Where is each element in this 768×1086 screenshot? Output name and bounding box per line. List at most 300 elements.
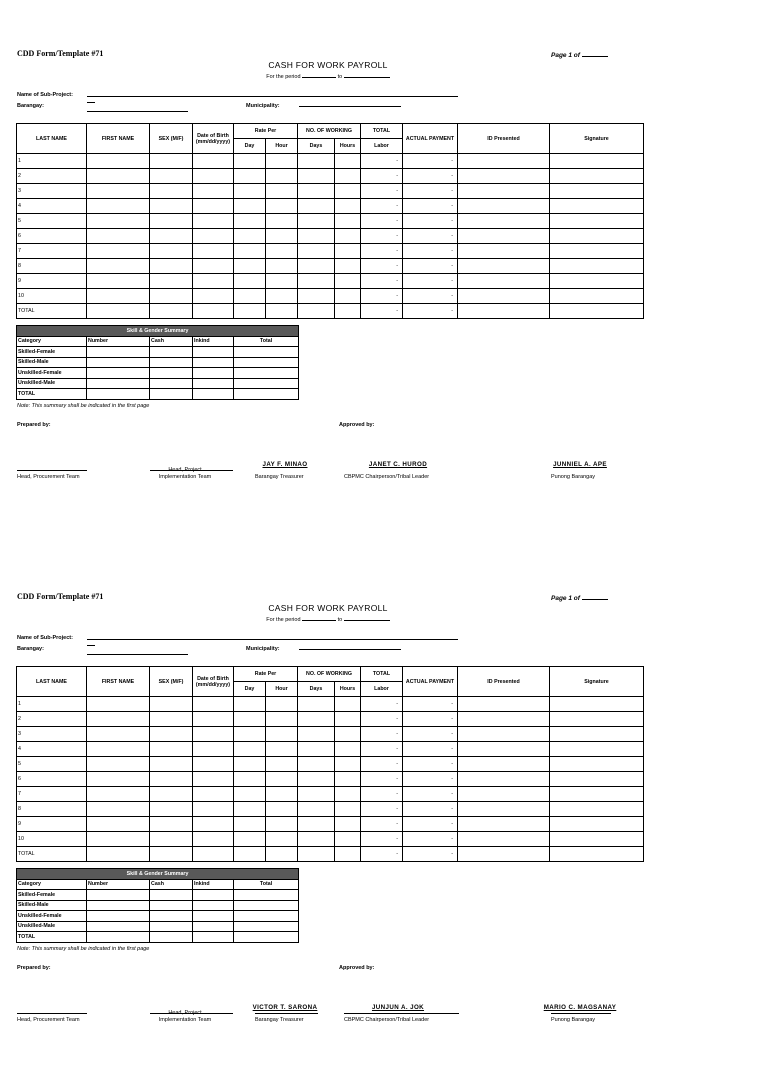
table-cell[interactable] [458, 154, 550, 169]
table-cell[interactable] [335, 259, 361, 274]
table-cell[interactable] [298, 199, 335, 214]
summary-cell[interactable] [87, 921, 150, 932]
actual-payment-cell[interactable]: - [403, 169, 458, 184]
table-cell[interactable] [550, 727, 644, 742]
table-cell[interactable] [193, 742, 234, 757]
table-cell[interactable] [150, 229, 193, 244]
table-cell[interactable] [87, 259, 150, 274]
actual-payment-cell[interactable]: - [403, 154, 458, 169]
table-cell[interactable] [193, 817, 234, 832]
summary-cell[interactable] [234, 368, 299, 379]
table-cell[interactable] [193, 304, 234, 319]
table-cell[interactable] [234, 304, 266, 319]
table-cell[interactable] [193, 787, 234, 802]
table-cell[interactable] [266, 169, 298, 184]
summary-cell[interactable] [193, 932, 234, 943]
table-cell[interactable] [193, 802, 234, 817]
table-cell[interactable] [266, 244, 298, 259]
actual-payment-cell[interactable]: - [403, 199, 458, 214]
table-cell[interactable] [266, 817, 298, 832]
summary-cell[interactable] [193, 378, 234, 389]
table-cell[interactable] [87, 847, 150, 862]
table-cell[interactable] [150, 169, 193, 184]
table-cell[interactable] [234, 214, 266, 229]
table-cell[interactable] [266, 727, 298, 742]
table-cell[interactable] [335, 229, 361, 244]
table-cell[interactable] [150, 817, 193, 832]
table-cell[interactable] [550, 169, 644, 184]
summary-cell[interactable] [234, 378, 299, 389]
total-labor-cell[interactable]: - [361, 697, 403, 712]
table-cell[interactable] [193, 772, 234, 787]
table-cell[interactable] [266, 787, 298, 802]
summary-cell[interactable] [234, 347, 299, 358]
table-cell[interactable] [298, 169, 335, 184]
table-cell[interactable] [266, 304, 298, 319]
summary-cell[interactable] [234, 890, 299, 901]
table-cell[interactable] [87, 304, 150, 319]
table-cell[interactable] [458, 772, 550, 787]
table-cell[interactable] [298, 154, 335, 169]
table-cell[interactable] [335, 697, 361, 712]
actual-payment-cell[interactable]: - [403, 847, 458, 862]
signature-line[interactable] [551, 1013, 611, 1014]
table-cell[interactable] [150, 772, 193, 787]
table-cell[interactable] [266, 154, 298, 169]
table-cell[interactable] [335, 244, 361, 259]
table-cell[interactable] [298, 817, 335, 832]
table-cell[interactable] [266, 229, 298, 244]
summary-cell[interactable] [193, 368, 234, 379]
table-cell[interactable] [458, 199, 550, 214]
table-cell[interactable] [234, 229, 266, 244]
table-cell[interactable] [150, 154, 193, 169]
table-cell[interactable] [298, 304, 335, 319]
table-cell[interactable] [335, 154, 361, 169]
summary-cell[interactable] [150, 389, 193, 400]
table-cell[interactable] [234, 847, 266, 862]
table-cell[interactable] [266, 757, 298, 772]
table-cell[interactable] [335, 289, 361, 304]
table-cell[interactable] [550, 304, 644, 319]
table-cell[interactable] [87, 727, 150, 742]
total-labor-cell[interactable]: - [361, 832, 403, 847]
table-cell[interactable] [87, 289, 150, 304]
table-cell[interactable] [298, 274, 335, 289]
table-cell[interactable] [550, 817, 644, 832]
table-cell[interactable] [234, 169, 266, 184]
summary-cell[interactable] [150, 368, 193, 379]
signature-line[interactable] [17, 1013, 87, 1014]
table-cell[interactable] [234, 742, 266, 757]
table-cell[interactable] [234, 712, 266, 727]
table-cell[interactable] [550, 259, 644, 274]
summary-cell[interactable] [193, 890, 234, 901]
table-cell[interactable] [298, 757, 335, 772]
period-from-field[interactable] [302, 72, 336, 78]
table-cell[interactable] [298, 229, 335, 244]
total-labor-cell[interactable]: - [361, 244, 403, 259]
table-cell[interactable] [234, 802, 266, 817]
barangay-field[interactable] [87, 111, 188, 112]
table-cell[interactable] [550, 274, 644, 289]
table-cell[interactable] [150, 847, 193, 862]
table-cell[interactable] [87, 817, 150, 832]
actual-payment-cell[interactable]: - [403, 214, 458, 229]
table-cell[interactable] [150, 727, 193, 742]
table-cell[interactable] [150, 289, 193, 304]
table-cell[interactable] [193, 274, 234, 289]
table-cell[interactable] [266, 847, 298, 862]
table-cell[interactable] [298, 712, 335, 727]
table-cell[interactable] [266, 199, 298, 214]
table-cell[interactable] [150, 697, 193, 712]
table-cell[interactable] [298, 742, 335, 757]
table-cell[interactable] [234, 772, 266, 787]
table-cell[interactable] [87, 214, 150, 229]
table-cell[interactable] [458, 259, 550, 274]
table-cell[interactable] [266, 802, 298, 817]
table-cell[interactable] [150, 244, 193, 259]
table-cell[interactable] [150, 742, 193, 757]
table-cell[interactable] [335, 199, 361, 214]
actual-payment-cell[interactable]: - [403, 304, 458, 319]
table-cell[interactable] [298, 832, 335, 847]
table-cell[interactable] [458, 214, 550, 229]
table-cell[interactable] [298, 244, 335, 259]
summary-cell[interactable] [87, 911, 150, 922]
table-cell[interactable] [458, 697, 550, 712]
summary-cell[interactable] [193, 357, 234, 368]
summary-cell[interactable] [87, 932, 150, 943]
table-cell[interactable] [335, 757, 361, 772]
summary-cell[interactable] [87, 900, 150, 911]
summary-cell[interactable] [150, 900, 193, 911]
table-cell[interactable] [335, 787, 361, 802]
table-cell[interactable] [298, 847, 335, 862]
table-cell[interactable] [193, 184, 234, 199]
summary-cell[interactable] [234, 932, 299, 943]
table-cell[interactable] [458, 847, 550, 862]
table-cell[interactable] [87, 184, 150, 199]
table-cell[interactable] [335, 802, 361, 817]
table-cell[interactable] [550, 154, 644, 169]
total-labor-cell[interactable]: - [361, 847, 403, 862]
table-cell[interactable] [150, 259, 193, 274]
total-labor-cell[interactable]: - [361, 802, 403, 817]
table-cell[interactable] [150, 274, 193, 289]
total-labor-cell[interactable]: - [361, 727, 403, 742]
table-cell[interactable] [550, 289, 644, 304]
table-cell[interactable] [87, 697, 150, 712]
total-labor-cell[interactable]: - [361, 742, 403, 757]
table-cell[interactable] [266, 289, 298, 304]
summary-cell[interactable] [150, 921, 193, 932]
table-cell[interactable] [87, 772, 150, 787]
summary-cell[interactable] [150, 347, 193, 358]
table-cell[interactable] [150, 184, 193, 199]
table-cell[interactable] [193, 214, 234, 229]
table-cell[interactable] [150, 304, 193, 319]
table-cell[interactable] [87, 832, 150, 847]
table-row [17, 304, 644, 319]
table-cell[interactable] [234, 832, 266, 847]
table-cell[interactable] [234, 244, 266, 259]
table-cell[interactable] [298, 787, 335, 802]
table-cell[interactable] [550, 772, 644, 787]
table-cell[interactable] [550, 757, 644, 772]
summary-cell[interactable] [234, 900, 299, 911]
table-cell[interactable] [87, 742, 150, 757]
actual-payment-cell[interactable]: - [403, 229, 458, 244]
total-labor-cell[interactable]: - [361, 184, 403, 199]
table-cell[interactable] [266, 772, 298, 787]
table-cell[interactable] [234, 697, 266, 712]
table-cell[interactable] [87, 199, 150, 214]
summary-cell[interactable] [150, 890, 193, 901]
actual-payment-cell[interactable]: - [403, 727, 458, 742]
table-cell[interactable] [87, 154, 150, 169]
table-cell[interactable] [298, 259, 335, 274]
table-cell[interactable] [458, 742, 550, 757]
summary-cell[interactable] [150, 378, 193, 389]
actual-payment-cell[interactable]: - [403, 274, 458, 289]
total-labor-cell[interactable]: - [361, 154, 403, 169]
table-cell[interactable] [193, 229, 234, 244]
subproject-field[interactable] [87, 639, 458, 640]
actual-payment-cell[interactable]: - [403, 772, 458, 787]
summary-cell[interactable] [193, 389, 234, 400]
table-cell[interactable] [234, 787, 266, 802]
table-cell[interactable] [335, 214, 361, 229]
summary-cell[interactable] [87, 357, 150, 368]
total-labor-cell[interactable]: - [361, 787, 403, 802]
table-cell[interactable] [87, 229, 150, 244]
summary-cell[interactable] [87, 389, 150, 400]
table-cell[interactable] [550, 229, 644, 244]
table-cell[interactable] [458, 169, 550, 184]
barangay-field[interactable] [87, 654, 188, 655]
table-cell[interactable] [193, 259, 234, 274]
summary-cell[interactable] [193, 921, 234, 932]
table-cell[interactable] [298, 289, 335, 304]
summary-cell[interactable] [150, 357, 193, 368]
table-cell[interactable] [458, 289, 550, 304]
actual-payment-cell[interactable]: - [403, 832, 458, 847]
summary-cell[interactable] [87, 378, 150, 389]
total-labor-cell[interactable]: - [361, 817, 403, 832]
table-cell[interactable] [550, 847, 644, 862]
total-labor-cell[interactable]: - [361, 259, 403, 274]
table-cell[interactable] [298, 727, 335, 742]
table-cell[interactable] [298, 697, 335, 712]
table-cell[interactable] [150, 802, 193, 817]
table-cell[interactable] [234, 727, 266, 742]
table-cell[interactable] [550, 832, 644, 847]
table-cell[interactable] [335, 742, 361, 757]
table-cell[interactable] [458, 712, 550, 727]
table-cell[interactable] [458, 757, 550, 772]
signature-line[interactable] [255, 1013, 318, 1014]
subproject-field-continuation[interactable] [87, 645, 95, 646]
actual-payment-cell[interactable]: - [403, 184, 458, 199]
signature-line[interactable] [344, 1013, 459, 1014]
table-cell[interactable] [458, 802, 550, 817]
table-cell[interactable] [458, 832, 550, 847]
table-cell[interactable] [266, 832, 298, 847]
table-cell[interactable] [150, 712, 193, 727]
table-cell[interactable] [266, 259, 298, 274]
table-cell[interactable] [193, 697, 234, 712]
actual-payment-cell[interactable]: - [403, 787, 458, 802]
table-cell[interactable] [458, 244, 550, 259]
total-labor-cell[interactable]: - [361, 229, 403, 244]
table-cell[interactable] [550, 199, 644, 214]
table-cell[interactable] [266, 274, 298, 289]
table-cell[interactable] [234, 184, 266, 199]
total-labor-cell[interactable]: - [361, 169, 403, 184]
table-cell[interactable] [234, 199, 266, 214]
table-cell[interactable] [87, 757, 150, 772]
table-cell[interactable] [550, 742, 644, 757]
table-cell[interactable] [550, 214, 644, 229]
actual-payment-cell[interactable]: - [403, 289, 458, 304]
table-cell[interactable] [335, 727, 361, 742]
total-labor-cell[interactable]: - [361, 289, 403, 304]
table-cell[interactable] [150, 214, 193, 229]
table-cell[interactable] [335, 817, 361, 832]
table-cell[interactable] [193, 199, 234, 214]
municipality-field[interactable] [299, 106, 401, 107]
actual-payment-cell[interactable]: - [403, 817, 458, 832]
actual-payment-cell[interactable]: - [403, 802, 458, 817]
total-labor-cell[interactable]: - [361, 772, 403, 787]
period-to-field[interactable] [344, 615, 390, 621]
table-cell[interactable] [234, 289, 266, 304]
table-cell[interactable] [550, 787, 644, 802]
table-cell[interactable] [193, 712, 234, 727]
table-cell[interactable] [298, 802, 335, 817]
table-cell[interactable] [234, 817, 266, 832]
table-cell[interactable] [193, 154, 234, 169]
table-cell[interactable] [335, 274, 361, 289]
table-cell[interactable] [335, 832, 361, 847]
summary-cell[interactable] [234, 911, 299, 922]
summary-cell[interactable] [234, 921, 299, 932]
table-cell[interactable] [87, 244, 150, 259]
table-cell[interactable] [550, 697, 644, 712]
table-cell[interactable] [87, 787, 150, 802]
signature-line[interactable] [17, 470, 87, 471]
total-labor-cell[interactable]: - [361, 757, 403, 772]
table-cell[interactable] [266, 697, 298, 712]
table-cell[interactable] [150, 199, 193, 214]
table-cell[interactable] [550, 712, 644, 727]
period-to-field[interactable] [344, 72, 390, 78]
table-cell[interactable] [150, 757, 193, 772]
table-cell[interactable] [335, 712, 361, 727]
summary-cell[interactable] [193, 911, 234, 922]
table-cell[interactable] [335, 184, 361, 199]
table-cell[interactable] [234, 274, 266, 289]
table-cell[interactable] [550, 244, 644, 259]
table-cell[interactable] [193, 832, 234, 847]
table-cell[interactable] [266, 712, 298, 727]
table-cell[interactable] [193, 289, 234, 304]
table-cell[interactable] [550, 802, 644, 817]
table-cell[interactable] [193, 244, 234, 259]
table-cell[interactable] [193, 757, 234, 772]
summary-cell[interactable] [150, 911, 193, 922]
subproject-field[interactable] [87, 96, 458, 97]
actual-payment-cell[interactable]: - [403, 757, 458, 772]
table-cell[interactable] [266, 214, 298, 229]
table-cell[interactable] [458, 184, 550, 199]
table-cell[interactable] [87, 169, 150, 184]
table-cell[interactable] [458, 229, 550, 244]
actual-payment-cell[interactable]: - [403, 244, 458, 259]
summary-cell[interactable] [234, 389, 299, 400]
table-cell[interactable] [150, 832, 193, 847]
actual-payment-cell[interactable]: - [403, 712, 458, 727]
table-cell[interactable] [550, 184, 644, 199]
table-cell[interactable] [234, 259, 266, 274]
table-cell[interactable] [298, 184, 335, 199]
table-cell[interactable] [298, 772, 335, 787]
table-cell[interactable] [193, 847, 234, 862]
summary-cell[interactable] [234, 357, 299, 368]
table-cell[interactable] [335, 772, 361, 787]
table-cell[interactable] [266, 184, 298, 199]
total-labor-cell[interactable]: - [361, 199, 403, 214]
table-cell[interactable] [87, 802, 150, 817]
table-cell[interactable] [234, 154, 266, 169]
table-cell[interactable] [266, 742, 298, 757]
period-from-field[interactable] [302, 615, 336, 621]
total-labor-cell[interactable]: - [361, 274, 403, 289]
table-cell[interactable] [458, 304, 550, 319]
municipality-field[interactable] [299, 649, 401, 650]
summary-cell[interactable] [150, 932, 193, 943]
summary-cell[interactable] [193, 900, 234, 911]
table-cell[interactable] [234, 757, 266, 772]
table-cell[interactable] [458, 274, 550, 289]
summary-cell[interactable] [87, 347, 150, 358]
table-cell[interactable] [335, 304, 361, 319]
actual-payment-cell[interactable]: - [403, 742, 458, 757]
table-cell[interactable] [298, 214, 335, 229]
summary-cell[interactable] [87, 368, 150, 379]
total-labor-cell[interactable]: - [361, 214, 403, 229]
summary-cell[interactable] [87, 890, 150, 901]
subproject-field-continuation[interactable] [87, 102, 95, 103]
table-cell[interactable] [87, 274, 150, 289]
table-cell[interactable] [458, 727, 550, 742]
actual-payment-cell[interactable]: - [403, 259, 458, 274]
table-cell[interactable] [458, 787, 550, 802]
total-labor-cell[interactable]: - [361, 712, 403, 727]
table-cell[interactable] [150, 787, 193, 802]
table-cell[interactable] [87, 712, 150, 727]
actual-payment-cell[interactable]: - [403, 697, 458, 712]
table-cell[interactable] [193, 727, 234, 742]
summary-cell[interactable] [193, 347, 234, 358]
total-labor-cell[interactable]: - [361, 304, 403, 319]
table-cell[interactable] [458, 817, 550, 832]
table-cell[interactable] [193, 169, 234, 184]
table-cell[interactable] [335, 847, 361, 862]
table-cell[interactable] [335, 169, 361, 184]
